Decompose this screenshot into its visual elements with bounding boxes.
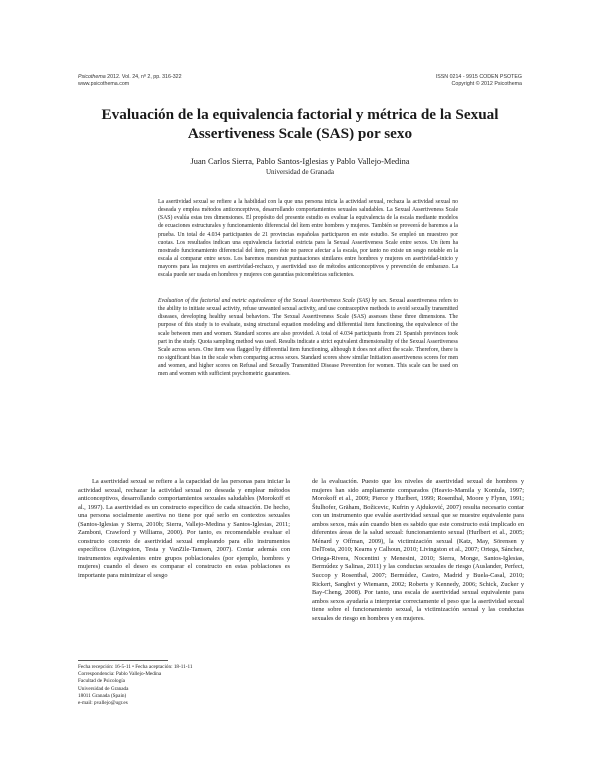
footnote-divider	[78, 660, 168, 661]
abstract-english-title: Evaluation of the factorial and metric equivalence of the Sexual Assertiveness Scale (SAS) by sex.	[158, 298, 388, 304]
abstract-english	[158, 297, 458, 379]
footnote-dates: Fecha recepción: 16-5-11 • Fecha aceptación: 18-11-11	[78, 664, 193, 670]
journal-name: Psicothema	[78, 74, 106, 80]
journal-header-left	[78, 74, 182, 88]
copyright: Copyright © 2012 Psicothema	[451, 81, 522, 87]
journal-header-right	[436, 74, 522, 88]
footnote-correspondence: Correspondencia: Pablo Vallejo-Medina	[78, 671, 162, 678]
journal-citation	[78, 74, 182, 81]
body-column-right: de la evaluación. Puesto que los niveles de asertividad sexual de hombres y mujeres han sido ampliamente comparados (Heavio-Mamila y Kontula, 1997; Morokoff et al., 2009; Pierce y Hurlbert, 1999; Rosenthal, Moore y Flynn, 1991; Štulhofer, Gräham, Božicevic, Kufrin y Ajduković, 2007) resulta necesario contar con un instrumento que evalúe asertividad sexual que se muestre equivalente para ambos sexos, más aún cuando bien es sabido que este constructo está implicado en diferentes áreas de la salud sexual: funcionamiento sexual (Hurlbert et al., 2005; Ménard y Offman, 2009), la victimización sexual (Katz, May, Sörensen y DelTosta, 2010; Kearns y Calhoun, 2010; Livingston et al., 2007; Ortega, Sánchez, Ortega-Rivera, Nocentini y Menesini, 2010; Sierra, Monge, Santos-Iglesias, Bermúdez y Salinas, 2011) y las conductas sexuales de riesgo (Auslander, Perfect, Succop y Rosenthal, 2007; Bermúdez, Castro, Madrid y Buela-Casal, 2010; Rickert, Sanghvi y Wiemann, 2002; Roberts y Kennedy, 2006; Schick, Zucker y Bay-Cheng, 2008). Por tanto, una escala de asertividad sexual equivalente para ambos sexos ayudaría a interpretar correctamente el peso que la asertividad sexual tiene sobre el funcionamiento sexual, la victimización sexual y las conductas sexuales de riesgo en hombres y en mujeres.	[312, 478, 524, 622]
abstract-english-body: Sexual assertiveness refers to the ability to initiate sexual activity, refuse unwanted sexual activity, and use contraceptive methods to avoid sexually transmitted diseases, developing healthy sexual behaviors. The Sexual Assertiveness Scale (SAS) assesses these three dimensions. The purpose of this study is to evaluate, using structural equation modeling and differential item functioning, the equivalence of the scale between men and women. Standard scores are also provided. A total of 4.034 participants from 21 Spanish provinces took part in the study. Quota sampling method was used. Results indicate a strict equivalent dimensionality of the Sexual Assertiveness Scale across sexes. One item was flagged by differential item functioning, although it does not affect the scale. Therefore, there is no significant bias in the scale when comparing across sexes. Standard scores show similar Initiation assertiveness scores for men and women, and higher scores on Refusal and Sexually Transmitted Disease Prevention for women. This scale can be used on men and women with sufficient psychometric guarantees.	[158, 298, 458, 378]
abstract-spanish: La asertividad sexual se refiere a la habilidad con la que una persona inicia la actividad sexual, rechaza la actividad sexual no deseada y emplea métodos anticonceptivos, desarrollando comportamientos sexuales saludables. La Sexual Assertiveness Scale (SAS) evalúa estas tres dimensiones. El propósito del presente estudio es evaluar la equivalencia de la escala mediante modelos de ecuaciones estructurales y funcionamiento diferencial del ítem entre hombres y mujeres. También se proveerá de baremos a la prueba. Un total de 4.034 participantes de 21 provincias españolas participaron en este estudio. Se empleó un muestreo por cuotas. Los resultados indican una equivalencia factorial estricta para la Sexual Assertiveness Scale entre sexos. Un ítem ha mostrado funcionamiento diferencial del ítem, pero éste no parece afectar a la escala, por tanto no existe un sesgo notable en la escala al comparar entre sexos. Los baremos muestran puntuaciones similares entre hombres y mujeres en asertividad-inicio y mayores para las mujeres en asertividad-rechazo, y asertividad uso de métodos anticonceptivos y prevención de embarazo. La escala puede ser usada en hombres y mujeres con garantías psicométricas suficientes.	[158, 199, 458, 279]
footnote-university: Universidad de Granada	[78, 685, 129, 692]
issn: ISSN 0214 - 9915 CODEN PSOTEG	[435, 74, 522, 80]
journal-website[interactable]: www.psicothema.com	[78, 81, 130, 87]
paper-title: Evaluación de la equivalencia factorial y métrica de la Sexual Assertiveness Scale (SAS) por sexo	[101, 106, 499, 142]
footnote	[78, 664, 290, 707]
affiliation: Universidad de Granada	[265, 168, 335, 176]
footnote-faculty: Facultad de Psicología	[78, 678, 125, 685]
body-column-left: La asertividad sexual se refiere a la capacidad de las personas para iniciar la actividad sexual, rechazar la actividad sexual no deseada y emplear métodos anticonceptivos, desarrollando comportamientos sexuales saludables (Morokoff et al., 1997). La asertividad es un constructo específico de cada situación. De hecho, una persona socialmente asertiva no tiene por qué serlo en contextos sexuales (Santos-Iglesias y Sierra, 2010b; Sierra, Vallejo-Medina y Santos-Iglesias, 2011; Zamboni, Crawford y Williams, 2000). Por tanto, es recomendable evaluar el constructo concreto de asertividad sexual empleando para ello instrumentos específicos (Livingston, Testa y VanZile-Tamsen, 2007). Contar además con instrumentos equivalentes entre grupos poblacionales (por ejemplo, hombres y mujeres) cuando el deseo es comparar el constructo en estas poblaciones es importante para minimizar el sesgo	[78, 478, 290, 580]
footnote-email[interactable]: e-mail: pvallejo@ugr.es	[78, 700, 128, 707]
journal-volume: 2012. Vol. 24, nº 2, pp. 316-322	[105, 74, 182, 80]
authors: Juan Carlos Sierra, Pablo Santos-Iglesias y Pablo Vallejo-Medina	[190, 157, 410, 166]
footnote-city: 18011 Granada (Spain)	[78, 692, 127, 699]
